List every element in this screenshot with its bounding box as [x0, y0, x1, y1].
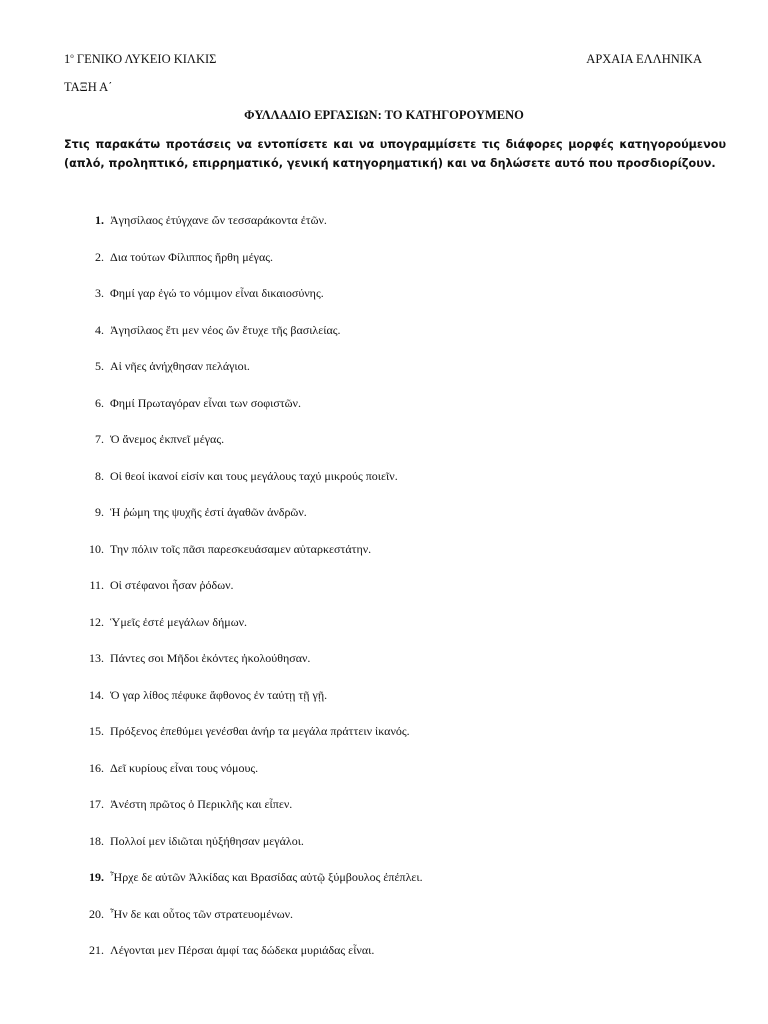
exercise-sentence: Ἀγησίλαος ἔτι μεν νέος ὤν ἔτυχε τῆς βασιλείας.: [110, 322, 341, 337]
exercise-sentence: Πρόξενος ἐπεθύμει γενέσθαι ἀνήρ τα μεγάλα πράττειν ἱκανός.: [110, 724, 410, 738]
exercise-sentence: Ὁ ἄνεμος ἐκπνεῖ μέγας.: [110, 432, 225, 446]
exercise-sentence: Ἡ ῥώμη της ψυχῆς ἐστί ἀγαθῶν ἀνδρῶν.: [110, 505, 307, 519]
school-name: [64, 52, 216, 67]
exercise-number: 19.: [89, 870, 104, 884]
exercise-number: 17.: [89, 797, 104, 811]
exercise-number: 3.: [95, 286, 104, 300]
exercise-sentence: Οἱ στέφανοι ἦσαν ῥόδων.: [110, 578, 234, 592]
class-label: ΤΑΞΗ Α΄: [64, 80, 113, 94]
exercise-item: [80, 794, 730, 814]
exercise-sentence: Οἱ θεοί ἱκανοί εἰσίν και τους μεγάλους ταχύ μικρούς ποιεῖν.: [110, 468, 398, 483]
exercise-sentence: Ἦν δε και οὗτος τῶν στρατευομένων.: [110, 906, 294, 921]
exercise-item: [80, 940, 730, 960]
exercise-item: [80, 685, 730, 705]
exercise-item: [80, 320, 730, 340]
exercise-sentence: Αἱ νῆες ἀνήχθησαν πελάγιοι.: [110, 359, 250, 373]
exercise-sentence: Δια τούτων Φίλιππος ἤρθη μέγας.: [110, 249, 274, 264]
exercise-number: 15.: [89, 724, 104, 738]
exercise-sentence: Πολλοί μεν ἰδιῶται ηὐξήθησαν μεγάλοι.: [110, 833, 304, 848]
exercise-item: [80, 247, 730, 267]
school-number: 1: [64, 52, 71, 66]
exercise-number: 18.: [89, 833, 104, 848]
exercise-item: [80, 831, 730, 851]
exercise-item: [80, 283, 730, 303]
exercise-item: [80, 466, 730, 486]
exercise-item: [80, 393, 730, 413]
subject-label: ΑΡΧΑΙΑ ΕΛΛΗΝΙΚΑ: [586, 52, 702, 66]
exercise-item: [80, 867, 730, 887]
exercise-number: 11.: [89, 578, 104, 592]
exercise-sentence: Ἦρχε δε αὐτῶν Ἀλκίδας και Βρασίδας αὐτῷ ξύμβουλος ἐπέπλει.: [110, 870, 423, 884]
exercise-item: [80, 210, 730, 230]
exercise-item: [80, 429, 730, 449]
exercise-number: 2.: [95, 249, 104, 264]
exercise-number: 12.: [89, 614, 104, 629]
exercise-number: 21.: [89, 943, 104, 957]
exercise-number: 5.: [95, 359, 104, 373]
exercise-sentence: Ἀνέστη πρῶτος ὁ Περικλῆς και εἶπεν.: [110, 797, 293, 811]
exercise-item: [80, 575, 730, 595]
exercise-sentence: Ὑμεῖς ἐστέ μεγάλων δήμων.: [110, 614, 248, 629]
exercise-number: 4.: [95, 322, 104, 337]
exercise-sentence: Την πόλιν τοῖς πᾶσι παρεσκευάσαμεν αὐταρκεστάτην.: [110, 541, 372, 556]
exercise-number: 6.: [95, 395, 104, 410]
exercise-sentence: Ὁ γαρ λίθος πέφυκε ἄφθονος ἐν ταύτῃ τῇ γῇ.: [110, 687, 328, 702]
exercise-item: [80, 648, 730, 668]
instructions-text: Στις παρακάτω προτάσεις να εντοπίσετε και να υπογραμμίσετε τις διάφορες μορφές κατηγορούμενου (απλό, προληπτικό, επιρρηματικό, γενική κατηγορηματική) και να δηλώσετε αυτό που προσδιορίζουν.: [64, 138, 726, 170]
exercise-sentence: Λέγονται μεν Πέρσαι ἀμφί τας δώδεκα μυριάδας εἶναι.: [110, 943, 375, 957]
exercise-sentence: Φημί Πρωταγόραν εἶναι των σοφιστῶν.: [110, 395, 301, 410]
exercise-item: [80, 721, 730, 741]
school-ordinal: ο: [70, 52, 74, 60]
exercise-item: [80, 502, 730, 522]
exercise-number: 9.: [95, 505, 104, 519]
exercise-sentence: Πάντες σοι Μῆδοι ἑκόντες ἠκολούθησαν.: [110, 651, 311, 665]
exercise-item: [80, 758, 730, 778]
exercise-number: 13.: [89, 651, 104, 665]
exercise-sentence: Δεῖ κυρίους εἶναι τους νόμους.: [110, 760, 259, 775]
page-title: ΦΥΛΛΑΔΙΟ ΕΡΓΑΣΙΩΝ: ΤΟ ΚΑΤΗΓΟΡΟΥΜΕΝΟ: [244, 108, 524, 122]
exercise-item: [80, 612, 730, 632]
exercise-number: 8.: [95, 468, 104, 483]
exercise-number: 20.: [89, 906, 104, 921]
exercise-sentence: Φημί γαρ ἐγώ το νόμιμον εἶναι δικαιοσύνης.: [110, 286, 324, 300]
exercise-number: 14.: [89, 687, 104, 702]
exercise-item: [80, 356, 730, 376]
exercise-item: [80, 904, 730, 924]
exercise-item: [80, 539, 730, 559]
exercise-number: 1.: [95, 213, 104, 227]
school-name-text: ΓΕΝΙΚΟ ΛΥΚΕΙΟ ΚΙΛΚΙΣ: [76, 52, 217, 66]
exercise-sentence: Ἀγησίλαος ἐτύγχανε ὤν τεσσαράκοντα ἐτῶν.: [110, 213, 327, 227]
exercise-number: 7.: [95, 432, 104, 446]
exercise-number: 10.: [89, 541, 104, 556]
exercise-number: 16.: [89, 760, 104, 775]
